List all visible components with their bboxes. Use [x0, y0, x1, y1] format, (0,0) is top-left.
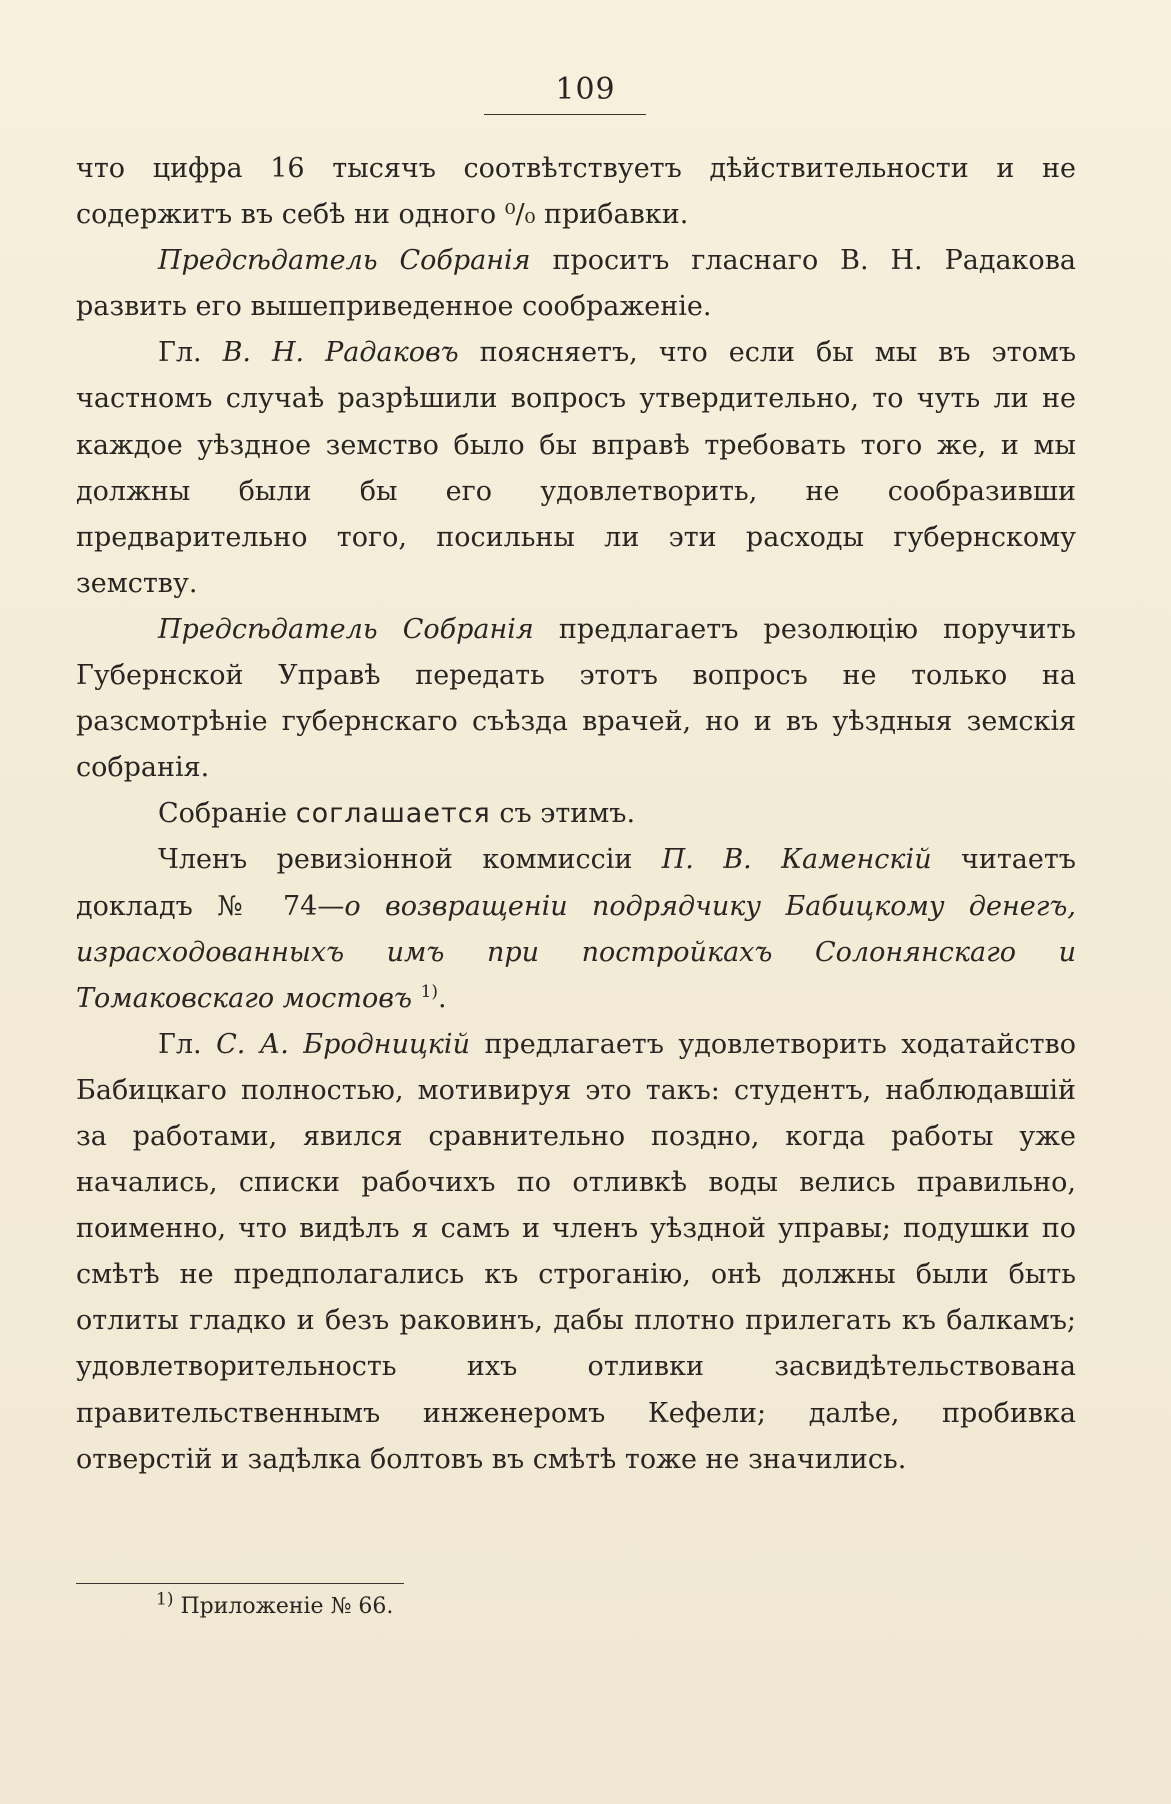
paragraph-5 [76, 791, 1076, 837]
footnote [156, 1589, 394, 1622]
speaker-prefix: Гл. [158, 1028, 217, 1060]
speaker-name: Предсѣдатель Собранія [158, 613, 534, 645]
speaker-name: В. Н. Радаковъ [222, 337, 459, 369]
footnote-text: Приложеніе № 66. [173, 1594, 394, 1619]
paragraph-1-end: прибавки. [535, 199, 689, 231]
paragraph-6-pre: Членъ ревизіонной коммиссіи [158, 844, 662, 876]
speaker-name: С. А. Бродницкій [216, 1028, 470, 1060]
speaker-prefix: Гл. [158, 337, 223, 369]
paragraph-2-text: проситъ гласнаго В. Н. Радакова развить его вышеприведенное соображеніе. [76, 245, 1076, 323]
paragraph-7 [76, 1022, 1076, 1483]
speaker-name: П. В. Каменскій [661, 844, 932, 876]
footnote-marker: 1) [156, 1589, 174, 1610]
body-text [76, 146, 1076, 1483]
paragraph-5-pre: Собраніе [158, 798, 296, 830]
percent-sign: ⁰/₀ [504, 199, 536, 231]
paragraph-3-text: поясняетъ, что если бы мы въ этомъ частномъ случаѣ разрѣшили вопросъ утвердительно, то чуть ли не каждое уѣздное земство было бы вправѣ требовать того же, и мы должны были бы его удовлетворить, не сообразивши предварительно того, посильны ли эти расходы губернскому земству. [76, 337, 1077, 599]
paragraph-6-end: . [438, 982, 447, 1014]
footnote-ref: 1) [420, 981, 439, 1002]
report-title: о возвращеніи подрядчику Бабицкому денегъ, израсходованныхъ имъ при постройкахъ Солонянскаго и Томаковскаго мостовъ [76, 890, 1076, 1014]
paragraph-6 [76, 837, 1076, 1021]
paragraph-1 [76, 146, 1076, 238]
paragraph-5-post: съ этимъ. [490, 798, 636, 830]
paragraph-6-mid: читаетъ докладъ № 74— [76, 844, 1076, 922]
speaker-name: Предсѣдатель Собранія [158, 245, 531, 277]
paragraph-7-text: предлагаетъ удовлетворить ходатайство Бабицкаго полностью, мотивируя это такъ: студентъ, наблюдавшій за работами, явился сравнительно поздно, когда работы уже начались, списки рабочихъ по отливкѣ воды велись правильно, поименно, что видѣлъ я самъ и членъ уѣздной управы; подушки по смѣтѣ не предполагались къ строганію, онѣ должны были быть отлиты гладко и безъ раковинъ, дабы плотно прилегать къ балкамъ; удовлетворительность ихъ отливки засвидѣтельствована правительственнымъ инженеромъ Кефели; далѣе, пробивка отверстій и задѣлка болтовъ въ смѣтѣ тоже не значились. [76, 1028, 1077, 1475]
paragraph-5-emphasis: соглашается [295, 798, 491, 830]
paragraph-2 [76, 238, 1076, 330]
paragraph-4-text: предлагаетъ резолюцію поручить Губернской Управѣ передать этотъ вопросъ не только на разсмотрѣніе губернскаго съѣзда врачей, но и въ уѣздныя земскія собранія. [76, 613, 1077, 784]
page-number: 109 [555, 72, 616, 107]
paragraph-1-text: что цифра 16 тысячъ соотвѣтствуетъ дѣйствительности и не содержитъ въ себѣ ни одного [76, 153, 1076, 231]
header-rule [484, 114, 646, 115]
paragraph-3 [76, 330, 1076, 607]
footnote-rule [76, 1583, 404, 1584]
paragraph-4 [76, 607, 1076, 791]
